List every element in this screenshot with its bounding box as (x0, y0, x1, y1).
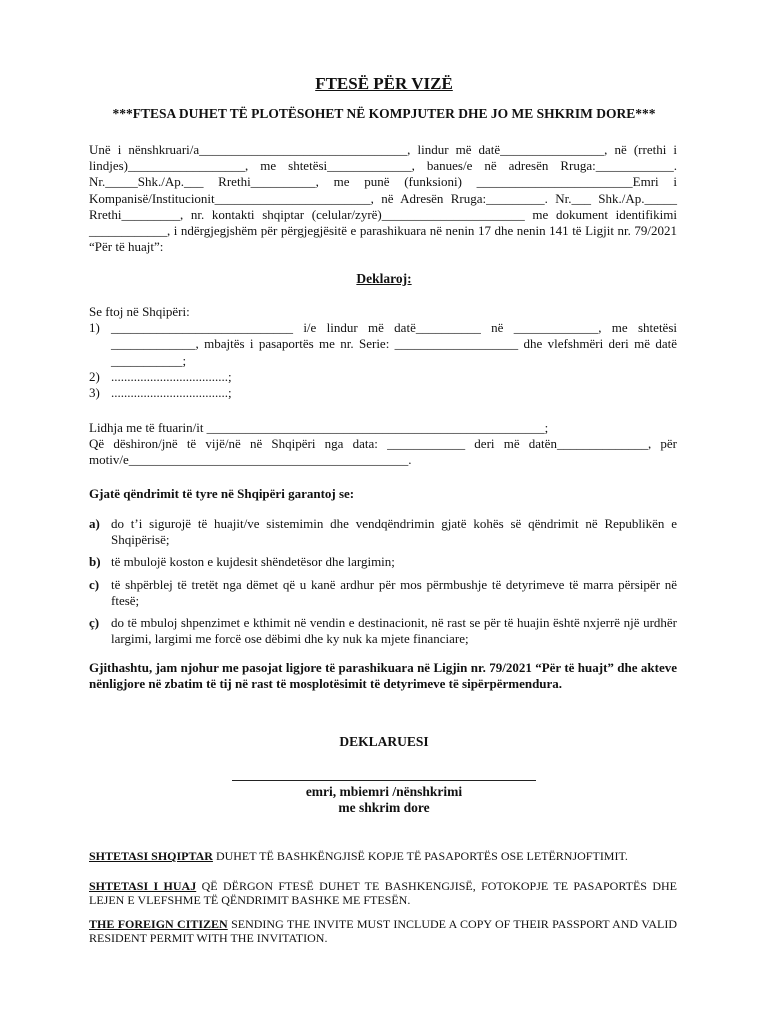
invite-intro: Se ftoj në Shqipëri: (89, 304, 190, 319)
guarantees-list (89, 516, 677, 653)
invitee-text: ____________________________ i/e lindur më datë__________ në _____________, me shtetësi _____________, mbajtës i pasaportës me nr. Serie: ___________________ dhe vlefshmëri deri më datë ___________; (111, 320, 677, 368)
guarantee-item (89, 577, 677, 609)
guarantee-letter: a) (89, 516, 100, 531)
signature-line (232, 780, 536, 781)
relation-line: Lidhja me të ftuarin/it ____________________________________________________; (89, 420, 549, 435)
guarantee-text: të shpërblej të tretët nga dëmet që u kanë ardhur për mos përmbushje të detyrimeve të marra përsipër në ftesë; (111, 576, 677, 608)
legal-awareness-paragraph: Gjithashtu, jam njohur me pasojat ligjore të parashikuara në Ligjin nr. 79/2021 “Për të huajt” dhe akteve nënligjore në zbatim të tij në rast të mosplotësimit të detyrimeve të sipërpërmendura. (89, 660, 677, 692)
declarant-intro-paragraph (89, 142, 677, 255)
invitee-number: 1) (89, 320, 100, 336)
invitee-number: 2) (89, 368, 100, 384)
guarantee-letter: c) (89, 576, 100, 592)
invitee-row (89, 369, 677, 385)
guarantee-item (89, 554, 677, 570)
note-text: QË DËRGON FTESË DUHET TE BASHKENGJISË, FOTOKOPJE TE PASAPORTËS DHE LEJEN E VLEFSHME TË QËNDRIMIT BASHKE ME FTESËN. (89, 879, 677, 907)
declarant-label: DEKLARUESI (339, 734, 429, 749)
declare-heading: Deklaroj: (356, 271, 412, 286)
document-title: FTESË PËR VIZË (315, 74, 453, 93)
note-text: SENDING THE INVITE MUST INCLUDE A COPY OF THEIR PASSPORT AND VALID RESIDENT PERMIT WITH THE INVITATION. (89, 917, 677, 945)
note-lead: THE FOREIGN CITIZEN (89, 917, 228, 931)
guarantee-letter: ç) (89, 615, 100, 631)
guarantee-item (89, 615, 677, 647)
signature-caption-name: emri, mbiemri /nënshkrimi (305, 784, 463, 799)
invitee-row (89, 385, 677, 401)
note-lead: SHTETASI I HUAJ (89, 879, 197, 893)
relation-stay-section (89, 420, 677, 469)
note-foreign-citizen-sq (89, 879, 677, 907)
guarantee-text: të mbulojë koston e kujdesit shëndetësor dhe largimin; (111, 554, 395, 570)
guarantee-item (89, 516, 677, 548)
intro-text: Unë i nënshkruari/a________________________________, lindur më datë________________, në (rrethi i lindjes)__________________, me shtetësi_____________, banues/e në adresën Rruga:____________. Nr._____Shk./Ap.___ Rrethi__________, me punë (funksioni) ________________________Emri i Kompanisë/Institucionit________________________, në Adresën Rruga:_________. Nr.___ Shk./Ap._____ Rrethi_________, nr. kontakti shqiptar (celular/zyrë)______________________ me dokument identifikimi ____________, i ndërgjegjshëm për përgjegjësitë e parashikuara në nenin 17 dhe nenin 141 të Ligjit nr. 79/2021 “Për të huajt”: (89, 142, 677, 255)
guarantee-text: do t’i sigurojë të huajit/ve sistemimin dhe vendqëndrimin gjatë kohës së qëndrimit në Republikën e Shqipërisë; (111, 516, 677, 548)
guarantee-text: do të mbuloj shpenzimet e kthimit në vendin e destinacionit, në rast se për të huajin është nxjerrë një urdhër largimi, largimi me forcë ose dëbimi dhe ky nuk ka mjete financiare; (111, 615, 677, 647)
note-text: DUHET TË BASHKËNGJISË KOPJE TË PASAPORTËS OSE LETËRNJOFTIMIT. (212, 849, 628, 863)
note-albanian-citizen (89, 849, 677, 863)
invitee-row (89, 320, 677, 369)
note-foreign-citizen-en (89, 917, 677, 945)
invitees-section (89, 304, 677, 401)
invitee-text: ....................................; (111, 368, 232, 384)
guarantee-letter: b) (89, 554, 101, 570)
invitee-text: ....................................; (111, 385, 232, 401)
signature-caption-handwritten: me shkrim dore (338, 800, 430, 815)
stay-line: Që dëshiron/jnë të vijë/në në Shqipëri nga data: ____________ deri më datën______________, për motiv/e___________________________________________. (89, 436, 677, 468)
guarantee-heading: Gjatë qëndrimit të tyre në Shqipëri garantoj se: (89, 486, 355, 501)
document-subtitle: ***FTESA DUHET TË PLOTËSOHET NË KOMPJUTER DHE JO ME SHKRIM DORE*** (112, 106, 656, 121)
invitee-number: 3) (89, 385, 100, 401)
note-lead: SHTETASI SHQIPTAR (89, 849, 213, 863)
